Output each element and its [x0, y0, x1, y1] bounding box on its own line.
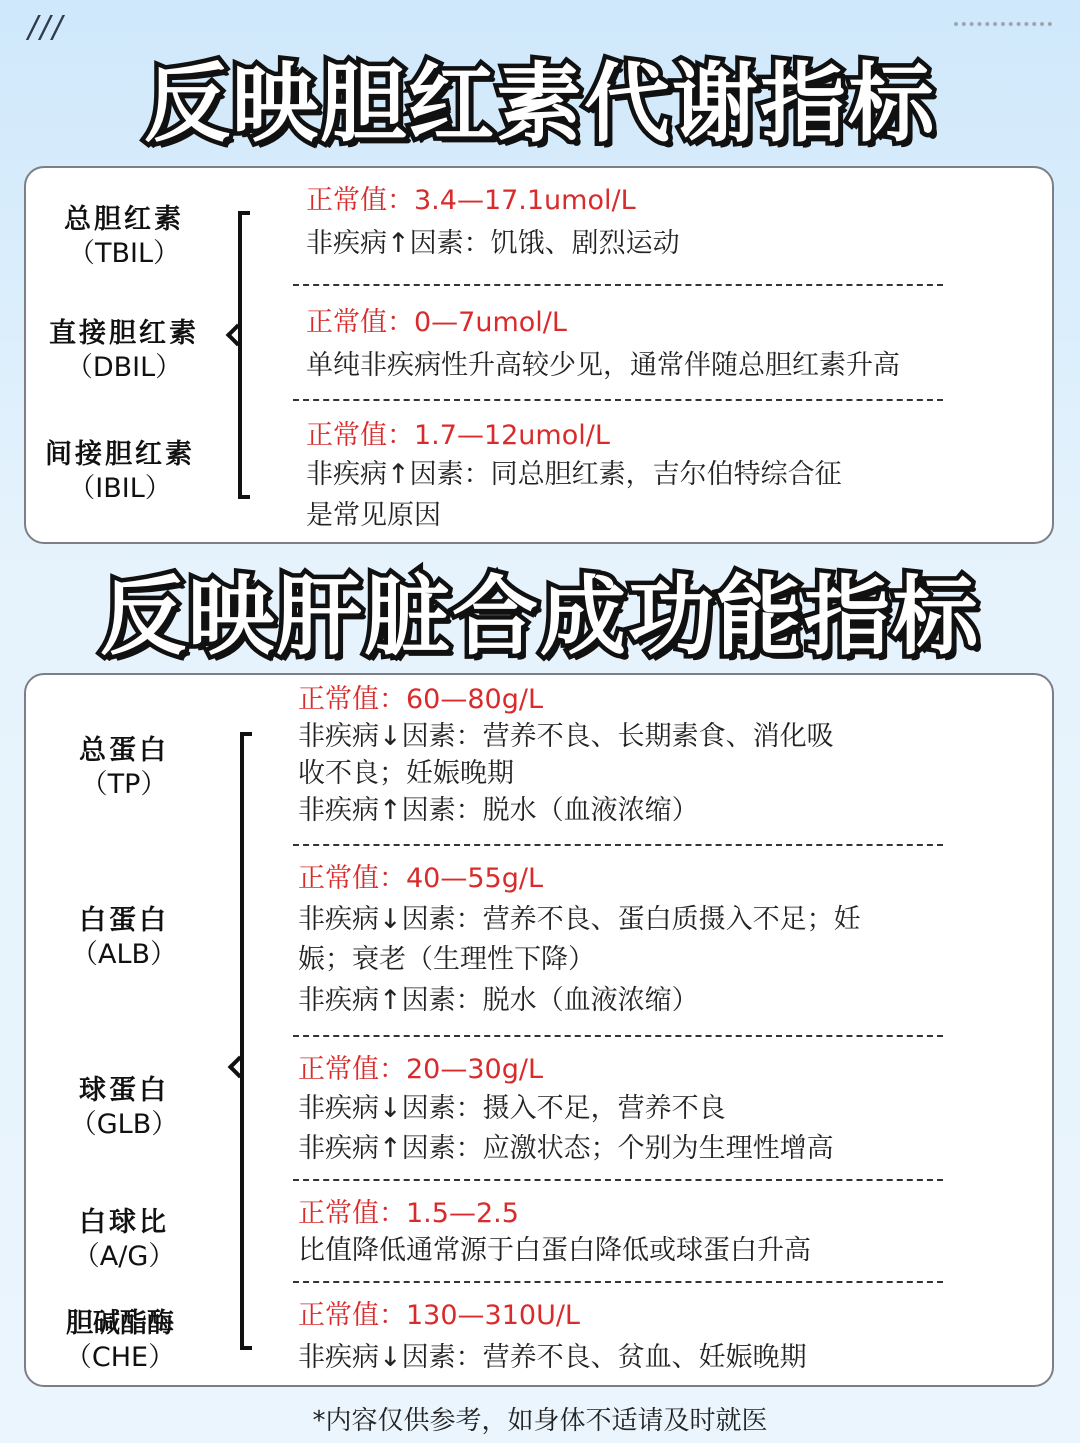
label-ag-abbr: （A/G）: [72, 1241, 176, 1272]
ibil-normal-value: 正常值：1.7—12umol/L: [306, 420, 610, 451]
dbil-note: 单纯非疾病性升高较少见，通常伴随总胆红素升高: [306, 350, 900, 381]
alb-normal-value: 正常值：40—55g/L: [298, 863, 543, 894]
decorative-slashes: ///: [28, 10, 65, 45]
label-glb-abbr: （GLB）: [69, 1109, 179, 1140]
tp-note-line1: 非疾病↓因素：营养不良、长期素食、消化吸: [298, 721, 834, 752]
label-ibil-abbr: （IBIL）: [68, 473, 172, 504]
alb-note-line3: 非疾病↑因素：脱水（血液浓缩）: [298, 985, 699, 1016]
label-che-abbr: （CHE）: [64, 1342, 176, 1373]
divider: [293, 1035, 943, 1037]
label-dbil-name: 直接胆红素: [49, 318, 199, 349]
divider: [293, 1281, 943, 1283]
label-tp-abbr: （TP）: [80, 769, 168, 800]
ag-note: 比值降低通常源于白蛋白降低或球蛋白升高: [298, 1235, 811, 1266]
decorative-dots: [954, 22, 1052, 26]
glb-note-line1: 非疾病↓因素：摄入不足，营养不良: [298, 1093, 726, 1124]
ag-normal-value: 正常值：1.5—2.5: [298, 1198, 519, 1229]
alb-note-line1: 非疾病↓因素：营养不良、蛋白质摄入不足；妊: [298, 904, 861, 935]
glb-note-line2: 非疾病↑因素：应激状态；个别为生理性增高: [298, 1133, 834, 1164]
label-alb-abbr: （ALB）: [70, 939, 178, 970]
label-tbil: [24, 203, 224, 271]
tp-note-line2: 收不良；妊娠晚期: [298, 758, 514, 789]
ibil-note-line2: 是常见原因: [306, 500, 441, 531]
label-che-name: 胆碱酯酶: [66, 1308, 174, 1339]
divider: [293, 1179, 943, 1181]
label-tbil-abbr: （TBIL）: [67, 238, 181, 269]
section2-title: 反映肝脏合成功能指标: [100, 567, 980, 667]
tbil-note: 非疾病↑因素：饥饿、剧烈运动: [306, 228, 680, 259]
ibil-note-line1: 非疾病↑因素：同总胆红素，吉尔伯特综合征: [306, 459, 842, 490]
section1-title: 反映胆红素代谢指标: [144, 54, 936, 154]
divider: [293, 399, 943, 401]
label-tbil-name: 总胆红素: [64, 204, 184, 235]
label-ag-name: 白球比: [79, 1207, 169, 1238]
label-alb: [24, 904, 224, 972]
label-tp-name: 总蛋白: [79, 735, 169, 766]
divider: [293, 844, 943, 846]
label-ibil-name: 间接胆红素: [45, 439, 195, 470]
che-note: 非疾病↓因素：营养不良、贫血、妊娠晚期: [298, 1342, 807, 1373]
label-glb-name: 球蛋白: [79, 1075, 169, 1106]
che-normal-value: 正常值：130—310U/L: [298, 1300, 580, 1331]
glb-normal-value: 正常值：20—30g/L: [298, 1054, 543, 1085]
label-glb: [24, 1074, 224, 1142]
label-dbil-abbr: （DBIL）: [65, 352, 183, 383]
tp-normal-value: 正常值：60—80g/L: [298, 684, 543, 715]
label-ibil: [20, 438, 220, 506]
dbil-normal-value: 正常值：0—7umol/L: [306, 307, 567, 338]
label-che: [20, 1307, 220, 1375]
tbil-normal-value: 正常值：3.4—17.1umol/L: [306, 185, 636, 216]
tp-note-line3: 非疾病↑因素：脱水（血液浓缩）: [298, 795, 699, 826]
label-alb-name: 白蛋白: [79, 905, 169, 936]
divider: [293, 284, 943, 286]
label-tp: [24, 734, 224, 802]
disclaimer-footer: *内容仅供参考，如身体不适请及时就医: [312, 1406, 768, 1436]
label-dbil: [24, 317, 224, 385]
alb-note-line2: 娠；衰老（生理性下降）: [298, 944, 595, 975]
label-ag: [24, 1206, 224, 1274]
